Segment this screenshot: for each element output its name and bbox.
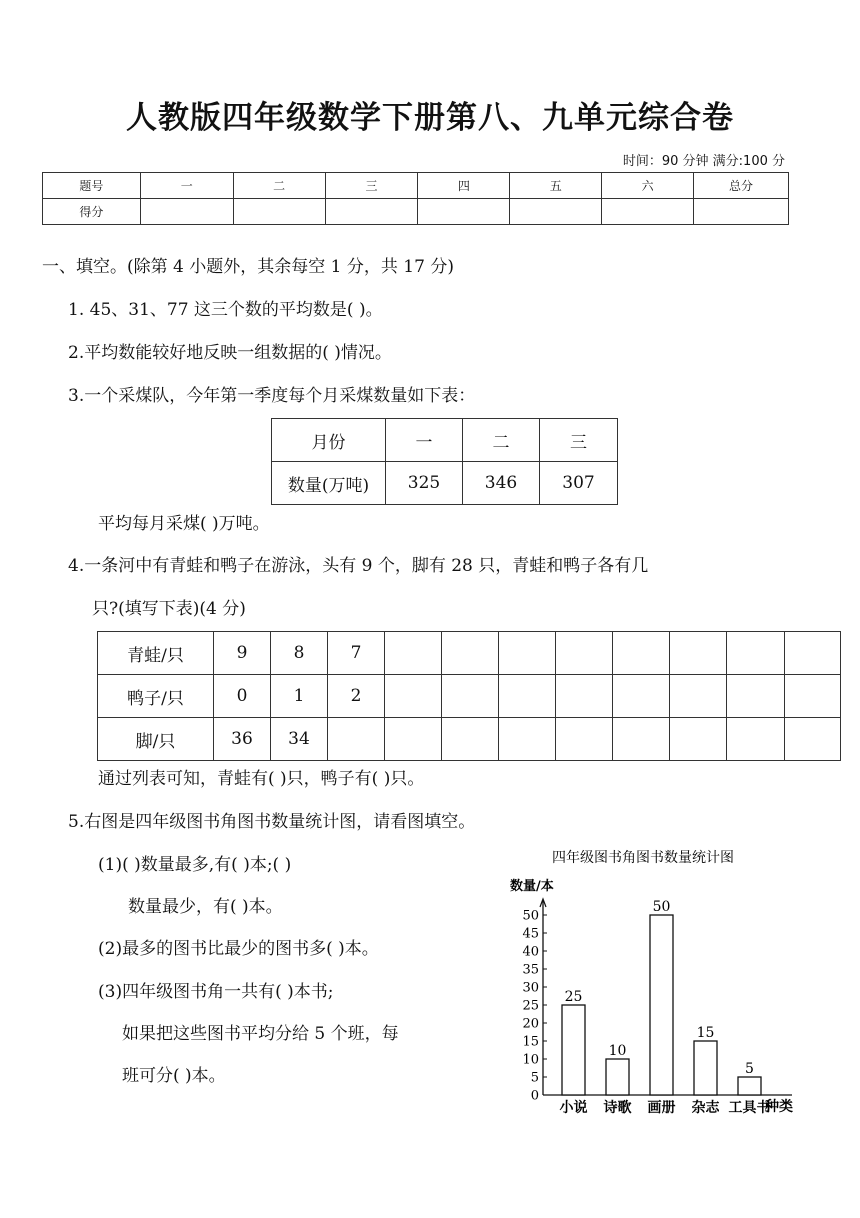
score-cell[interactable] bbox=[510, 199, 602, 225]
score-row bbox=[43, 199, 789, 225]
category-label: 画册 bbox=[647, 1100, 676, 1116]
score-header-cell: 二 bbox=[233, 173, 325, 199]
blank-cell[interactable] bbox=[442, 632, 499, 675]
coal-header-row bbox=[272, 419, 618, 462]
score-cell[interactable] bbox=[233, 199, 325, 225]
blank-cell[interactable] bbox=[385, 632, 442, 675]
exam-meta: 时间：90 分钟 满分:100 分 bbox=[622, 154, 785, 169]
y-tick-label: 5 bbox=[530, 1070, 539, 1086]
table-cell: 0 bbox=[214, 675, 271, 718]
table-row bbox=[98, 675, 841, 718]
blank-cell[interactable] bbox=[556, 675, 613, 718]
score-header-cell: 总分 bbox=[694, 173, 789, 199]
bar bbox=[650, 915, 673, 1095]
category-label: 诗歌 bbox=[603, 1100, 632, 1116]
blank-cell[interactable] bbox=[727, 632, 785, 675]
blank-cell[interactable] bbox=[499, 632, 556, 675]
blank-cell[interactable] bbox=[670, 632, 727, 675]
score-cell[interactable] bbox=[140, 199, 233, 225]
blank-cell[interactable] bbox=[670, 718, 727, 761]
blank-cell[interactable] bbox=[613, 675, 670, 718]
score-row-label: 得分 bbox=[43, 199, 141, 225]
y-tick-label: 45 bbox=[522, 926, 539, 942]
coal-month: 一 bbox=[386, 419, 463, 462]
coal-month: 三 bbox=[540, 419, 618, 462]
table-row bbox=[98, 632, 841, 675]
question-4-line2: 只?(填写下表)(4 分) bbox=[92, 599, 246, 619]
question-5-1b: 数量最少，有( )本。 bbox=[128, 897, 283, 917]
blank-cell[interactable] bbox=[556, 632, 613, 675]
bar bbox=[606, 1059, 629, 1095]
score-cell[interactable] bbox=[602, 199, 694, 225]
coal-value: 325 bbox=[386, 462, 463, 505]
blank-cell[interactable] bbox=[785, 632, 841, 675]
table-cell: 34 bbox=[271, 718, 328, 761]
blank-cell[interactable] bbox=[499, 718, 556, 761]
question-5: 5.右图是四年级图书角图书数量统计图，请看图填空。 bbox=[68, 812, 476, 832]
y-tick-label: 40 bbox=[522, 944, 539, 960]
bar bbox=[738, 1077, 761, 1095]
score-header-cell: 三 bbox=[325, 173, 418, 199]
score-header-cell: 题号 bbox=[43, 173, 141, 199]
score-cell[interactable] bbox=[325, 199, 418, 225]
bar-value-label: 25 bbox=[564, 989, 583, 1005]
question-4-answer: 通过列表可知，青蛙有( )只，鸭子有( )只。 bbox=[98, 769, 425, 789]
coal-table bbox=[271, 418, 618, 505]
chart-bars bbox=[560, 899, 771, 1116]
section-heading: 一、填空。(除第 4 小题外，其余每空 1 分，共 17 分) bbox=[42, 257, 454, 277]
book-bar-chart bbox=[480, 835, 820, 1135]
blank-cell[interactable] bbox=[785, 675, 841, 718]
y-tick-label: 15 bbox=[522, 1034, 539, 1050]
question-5-3b: 如果把这些图书平均分给 5 个班，每 bbox=[122, 1024, 399, 1044]
bar-value-label: 5 bbox=[745, 1061, 754, 1077]
score-header-row bbox=[43, 173, 789, 199]
table-cell: 8 bbox=[271, 632, 328, 675]
blank-cell[interactable] bbox=[670, 675, 727, 718]
blank-cell[interactable] bbox=[385, 718, 442, 761]
blank-cell[interactable] bbox=[385, 675, 442, 718]
row-label: 脚/只 bbox=[98, 718, 214, 761]
y-tick-label: 30 bbox=[522, 980, 539, 996]
score-cell[interactable] bbox=[694, 199, 789, 225]
question-4-line1: 4.一条河中有青蛙和鸭子在游泳，头有 9 个，脚有 28 只，青蛙和鸭子各有几 bbox=[68, 556, 649, 576]
question-3-answer: 平均每月采煤( )万吨。 bbox=[98, 514, 270, 534]
row-label: 鸭子/只 bbox=[98, 675, 214, 718]
table-cell: 1 bbox=[271, 675, 328, 718]
question-5-2: (2)最多的图书比最少的图书多( )本。 bbox=[98, 939, 379, 959]
table-cell: 9 bbox=[214, 632, 271, 675]
coal-row-label: 数量(万吨) bbox=[272, 462, 386, 505]
y-tick-label: 10 bbox=[522, 1052, 539, 1068]
bar-value-label: 15 bbox=[696, 1025, 715, 1041]
question-5-1a: (1)( )数量最多,有( )本;( ) bbox=[98, 855, 292, 875]
blank-cell[interactable] bbox=[727, 675, 785, 718]
coal-value: 307 bbox=[540, 462, 618, 505]
bar-value-label: 50 bbox=[652, 899, 671, 915]
bar bbox=[562, 1005, 585, 1095]
blank-cell[interactable] bbox=[785, 718, 841, 761]
row-label: 青蛙/只 bbox=[98, 632, 214, 675]
coal-month: 二 bbox=[463, 419, 540, 462]
table-cell: 2 bbox=[328, 675, 385, 718]
blank-cell[interactable] bbox=[442, 675, 499, 718]
question-1: 1. 45、31、77 这三个数的平均数是( )。 bbox=[68, 300, 383, 320]
score-cell[interactable] bbox=[418, 199, 510, 225]
question-2: 2.平均数能较好地反映一组数据的( )情况。 bbox=[68, 343, 392, 363]
table-cell: 36 bbox=[214, 718, 271, 761]
coal-value-row bbox=[272, 462, 618, 505]
y-tick-label: 25 bbox=[522, 998, 539, 1014]
score-header-cell: 六 bbox=[602, 173, 694, 199]
bar bbox=[694, 1041, 717, 1095]
y-tick-label: 35 bbox=[522, 962, 539, 978]
blank-cell[interactable] bbox=[727, 718, 785, 761]
question-3: 3.一个采煤队，今年第一季度每个月采煤数量如下表： bbox=[68, 386, 476, 406]
question-5-3a: (3)四年级图书角一共有( )本书; bbox=[98, 982, 334, 1002]
blank-cell[interactable] bbox=[442, 718, 499, 761]
bar-value-label: 10 bbox=[608, 1043, 627, 1059]
score-header-cell: 一 bbox=[140, 173, 233, 199]
blank-cell[interactable] bbox=[613, 632, 670, 675]
y-tick-label: 0 bbox=[530, 1088, 539, 1104]
category-label: 杂志 bbox=[691, 1100, 720, 1116]
coal-value: 346 bbox=[463, 462, 540, 505]
category-label: 工具书 bbox=[728, 1100, 771, 1116]
table-row bbox=[98, 718, 841, 761]
y-tick-label: 20 bbox=[522, 1016, 539, 1032]
page-title: 人教版四年级数学下册第八、九单元综合卷 bbox=[126, 100, 734, 136]
blank-cell[interactable] bbox=[499, 675, 556, 718]
chart-xlabel: 种类 bbox=[765, 1099, 793, 1115]
frog-duck-table bbox=[97, 631, 841, 761]
chart-title: 四年级图书角图书数量统计图 bbox=[552, 850, 734, 866]
blank-cell[interactable] bbox=[613, 718, 670, 761]
y-tick-label: 50 bbox=[522, 908, 539, 924]
blank-cell[interactable] bbox=[556, 718, 613, 761]
score-header-cell: 五 bbox=[510, 173, 602, 199]
chart-ylabel: 数量/本 bbox=[510, 879, 554, 894]
score-header-cell: 四 bbox=[418, 173, 510, 199]
question-5-3c: 班可分( )本。 bbox=[122, 1066, 226, 1086]
score-table bbox=[42, 172, 789, 225]
coal-header-label: 月份 bbox=[272, 419, 386, 462]
category-label: 小说 bbox=[559, 1100, 588, 1116]
blank-cell[interactable] bbox=[328, 718, 385, 761]
table-cell: 7 bbox=[328, 632, 385, 675]
